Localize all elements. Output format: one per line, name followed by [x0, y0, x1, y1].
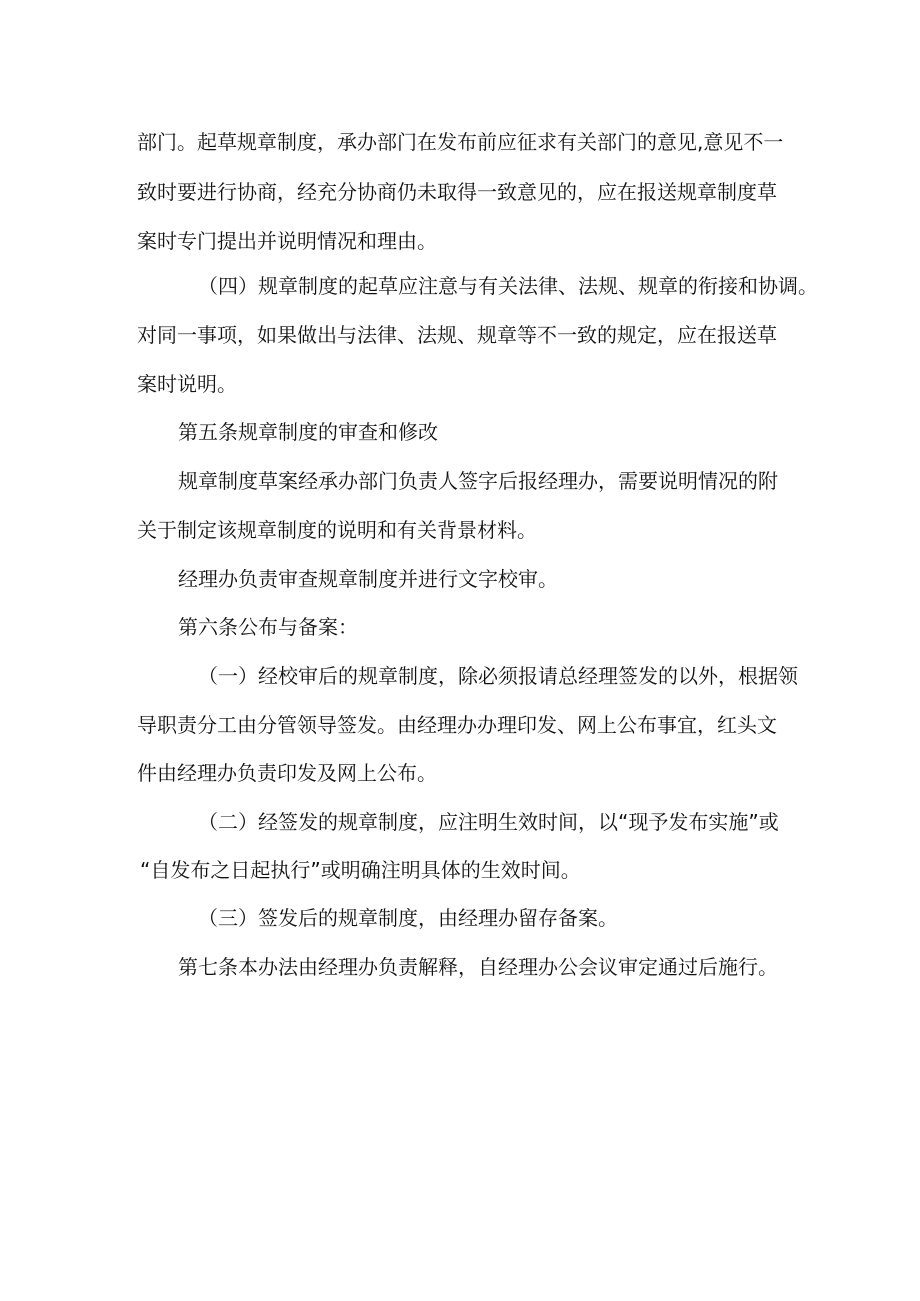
text-line-13: 导职责分工由分管领导签发。由经理办办理印发、网上公布事宜，红头文: [137, 713, 777, 737]
text-line-15: （二）经签发的规章制度，应注明生效时间，以“现予发布实施”或: [198, 810, 779, 834]
text-line-12: （一）经校审后的规章制度，除必须报请总经理签发的以外，根据领: [198, 664, 798, 688]
text-line-16: “自发布之日起执行”或明确注明具体的生效时间。: [140, 858, 581, 882]
text-line-5: 对同一事项，如果做出与法律、法规、规章等不一致的规定，应在报送草: [137, 323, 777, 347]
text-line-2: 致时要进行协商，经充分协商仍未取得一致意见的，应在报送规章制度草: [137, 180, 777, 204]
text-line-10: 经理办负责审查规章制度并进行文字校审。: [178, 567, 558, 591]
section-heading-5: 第五条规章制度的审查和修改: [178, 420, 438, 444]
section-heading-7: 第七条本办法由经理办负责解释，自经理办公会议审定通过后施行。: [178, 955, 778, 979]
section-heading-6: 第六条公布与备案：: [178, 615, 358, 639]
text-line-9: 关于制定该规章制度的说明和有关背景材料。: [137, 518, 537, 542]
text-line-4: （四）规章制度的起草应注意与有关法律、法规、规章的衔接和协调。: [198, 274, 818, 298]
text-line-17: （三）签发后的规章制度，由经理办留存备案。: [198, 906, 618, 930]
text-line-8: 规章制度草案经承办部门负责人签字后报经理办，需要说明情况的附: [178, 469, 778, 493]
text-line-1: 部门。起草规章制度，承办部门在发布前应征求有关部门的意见,意见不一: [137, 130, 784, 154]
text-line-14: 件由经理办负责印发及网上公布。: [137, 761, 437, 785]
text-line-6: 案时说明。: [137, 372, 237, 396]
text-line-3: 案时专门提出并说明情况和理由。: [137, 229, 437, 253]
